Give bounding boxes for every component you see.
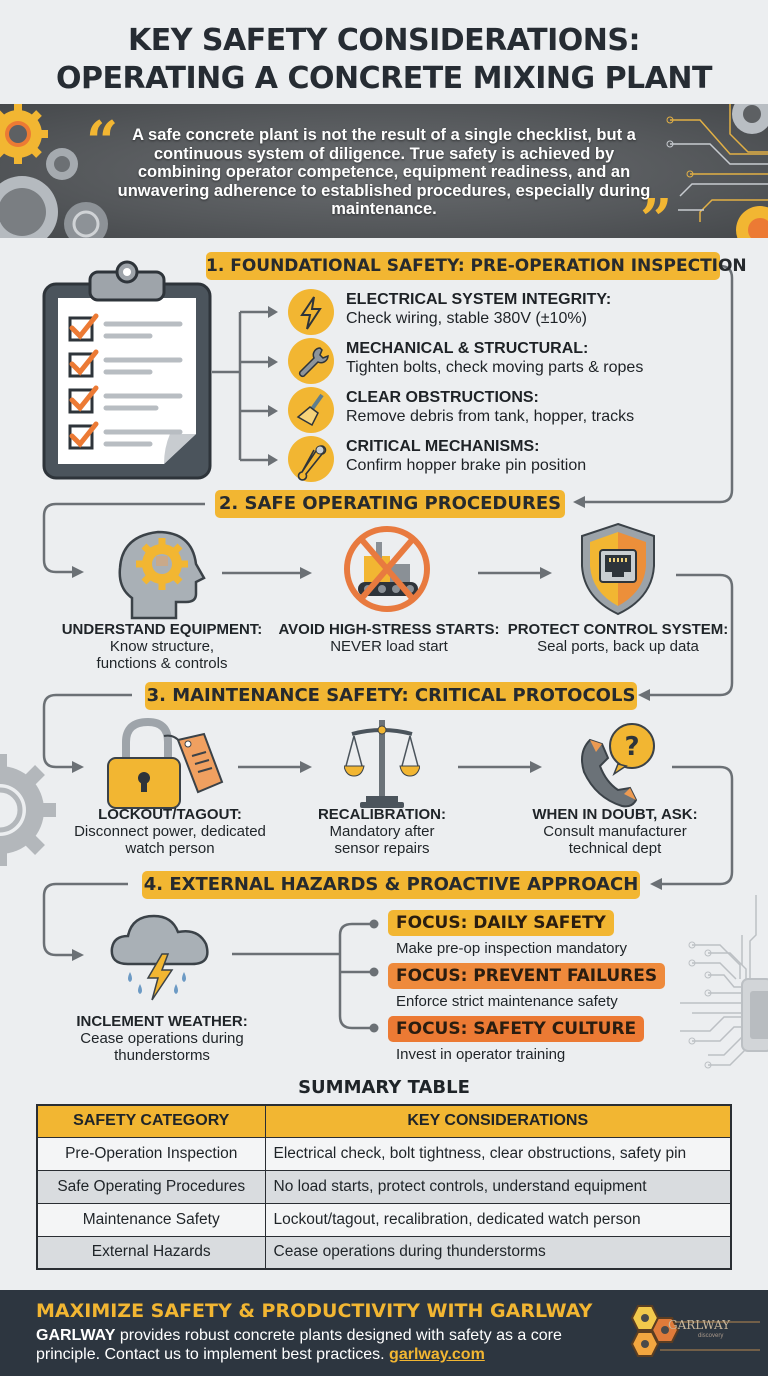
table-cell: Cease operations during thunderstorms [265,1236,731,1269]
table-cell: External Hazards [37,1236,265,1269]
shield-port-icon [578,522,658,616]
section-1-header: 1. FOUNDATIONAL SAFETY: PRE-OPERATION INSPECTION [206,252,720,280]
step-desc: Consult manufacturer technical dept [543,823,687,857]
section-4-header: 4. EXTERNAL HAZARDS & PROACTIVE APPROACH [142,871,640,899]
head-gear-icon [112,528,208,620]
quote-close-mark: ” [640,187,673,238]
section-2-header: 2. SAFE OPERATING PROCEDURES [215,490,565,518]
quote-text: A safe concrete plant is not the result of a single checklist, but a continuous system of diligence. True safety is achieved by combining operator competence, equipment readiness, and an unwavering adherence to established procedures, especially during maintenance. [117,126,651,218]
focus-daily-safety [388,910,627,957]
procedure-avoid-starts [269,621,509,655]
maintenance-ask [495,806,735,857]
step-desc: Seal ports, back up data [537,638,699,655]
no-conveyor-icon [340,522,434,616]
circuit-decoration-icon [680,895,768,1080]
item-desc: Check wiring, stable 380V (±10%) [346,310,587,327]
maintenance-recalibration [262,806,502,857]
maintenance-lockout [50,806,290,857]
table-row [37,1236,731,1269]
step-desc: NEVER load start [330,638,448,655]
title-line-1: KEY SAFETY CONSIDERATIONS: [128,23,640,58]
footer-cta [0,1290,768,1376]
garlway-logo [620,1302,760,1364]
focus-tag: FOCUS: PREVENT FAILURES [388,963,665,989]
step-title: INCLEMENT WEATHER: [76,1013,248,1030]
step-desc: Mandatory after sensor repairs [329,823,435,857]
logo-sub: discovery [698,1333,724,1339]
table-cell: Safe Operating Procedures [37,1170,265,1203]
clipboard-checklist-icon [40,258,216,484]
table-header-row [37,1105,731,1137]
item-title: MECHANICAL & STRUCTURAL: [346,340,589,357]
table-row [37,1137,731,1170]
item-title: ELECTRICAL SYSTEM INTEGRITY: [346,291,612,308]
focus-tag: FOCUS: DAILY SAFETY [388,910,614,936]
focus-desc: Make pre-op inspection mandatory [396,940,627,957]
step-desc: Know structure, functions & controls [96,638,228,672]
title-line-2: OPERATING A CONCRETE MIXING PLANT [56,61,712,96]
padlock-tag-icon [104,716,226,810]
step-title: RECALIBRATION: [317,806,447,823]
footer-body [36,1326,596,1364]
quote-open-mark: “ [86,109,119,175]
focus-desc: Enforce strict maintenance safety [396,993,618,1010]
step-title: PROTECT CONTROL SYSTEM: [507,621,729,638]
table-cell: No load starts, protect controls, understand equipment [265,1170,731,1203]
summary-table-title: SUMMARY TABLE [298,1077,470,1098]
focus-prevent-failures [388,963,665,1010]
step-title: AVOID HIGH-STRESS STARTS: [278,621,500,638]
focus-tag: FOCUS: SAFETY CULTURE [388,1016,644,1042]
item-desc: Remove debris from tank, hopper, tracks [346,408,635,425]
procedure-protect-control [498,621,738,655]
broom-icon [288,387,334,433]
focus-desc: Invest in operator training [396,1046,566,1063]
step-desc: Cease operations during thunderstorms [80,1030,244,1064]
item-title: CLEAR OBSTRUCTIONS: [346,389,539,406]
footer-text: provides robust concrete plants designed with safety as a core principle. Contact us to implement best practices. [36,1327,562,1363]
focus-safety-culture [388,1016,644,1063]
table-row [37,1203,731,1236]
step-desc: Disconnect power, dedicated watch person [74,823,266,857]
storm-cloud-icon [106,908,214,1004]
step-title: LOCKOUT/TAGOUT: [98,806,242,823]
section-3-header: 3. MAINTENANCE SAFETY: CRITICAL PROTOCOLS [145,682,637,710]
hexagon-logo-icon [620,1302,760,1364]
svg-text:?: ? [624,732,640,762]
footer-brand: GARLWAY [36,1327,116,1344]
safety-pin-icon [288,436,334,482]
step-title: WHEN IN DOUBT, ASK: [532,806,698,823]
table-cell: Lockout/tagout, recalibration, dedicated watch person [265,1203,731,1236]
table-cell: Pre-Operation Inspection [37,1137,265,1170]
table-row [37,1170,731,1203]
inclement-weather [42,1013,282,1064]
wrench-icon [288,338,334,384]
table-cell: Maintenance Safety [37,1203,265,1236]
item-desc: Confirm hopper brake pin position [346,457,587,474]
lightning-icon [288,289,334,335]
header-key-considerations: KEY CONSIDERATIONS [265,1105,731,1137]
step-title: UNDERSTAND EQUIPMENT: [61,621,263,638]
logo-name: GARLWAY [668,1318,731,1332]
balance-scale-icon [344,716,420,810]
phone-question-icon [570,716,660,810]
item-title: CRITICAL MECHANISMS: [346,438,540,455]
table-cell: Electrical check, bolt tightness, clear obstructions, safety pin [265,1137,731,1170]
header-safety-category: SAFETY CATEGORY [37,1105,265,1137]
summary-table [36,1104,732,1270]
footer-heading: MAXIMIZE SAFETY & PRODUCTIVITY WITH GARLWAY [36,1300,593,1322]
procedure-understand-equipment [42,621,282,672]
website-link[interactable]: garlway.com [389,1346,485,1363]
item-desc: Tighten bolts, check moving parts & ropes [346,359,644,376]
